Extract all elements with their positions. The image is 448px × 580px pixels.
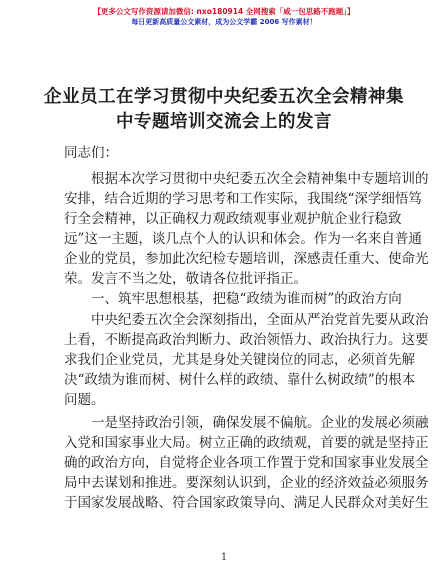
body-line: 企业的党员，参加此次纪检专题培训，深感责任重大、使命光 xyxy=(64,251,429,267)
document-title-line-2: 中专题培训交流会上的发言 xyxy=(116,112,332,132)
body-line: 行全会精神，以正确权力观政绩观事业观护航企业行稳致 xyxy=(64,211,402,227)
body-line: 中央纪委五次全会深刻指出，全面从严治党首先要从政治 xyxy=(64,312,429,328)
body-line: 于国家发展战略、符合国家政策导向、满足人民群众对美好生 xyxy=(64,495,429,511)
body-line: 求我们企业党员，尤其是身处关键岗位的同志，必须首先解 xyxy=(64,352,415,368)
body-line: 局中去谋划和推进。要深刻认识到，企业的经济效益必须服务 xyxy=(64,475,429,491)
body-line: 上看，不断提高政治判断力、政治领悟力、政治执行力。这要 xyxy=(64,332,429,348)
salutation: 同志们： xyxy=(64,145,118,161)
body-line: 问题。 xyxy=(64,392,105,408)
body-line: 确的政治方向，自觉将企业各项工作置于党和国家事业发展全 xyxy=(64,455,429,471)
promo-banner-line-1: 【更多公文写作资源请加微信: nxo180914 全网搜索「咸一包思路不跑题」】 xyxy=(93,7,355,16)
document-title-line-1: 企业员工在学习贯彻中央纪委五次全会精神集 xyxy=(44,87,404,107)
body-line: 决“政绩为谁而树、树什么样的政绩、靠什么树政绩”的根本 xyxy=(64,372,416,388)
page-number: 1 xyxy=(220,552,228,563)
promo-banner xyxy=(0,6,448,28)
body-line: 安排，结合近期的学习思考和工作实际，我围绕“深学细悟笃 xyxy=(64,191,422,207)
body-line: 一是坚持政治引领，确保发展不偏航。企业的发展必须融 xyxy=(64,415,429,431)
body-line: 荣。发言不当之处，敬请各位批评指正。 xyxy=(64,271,307,287)
body-line: 远”这一主题，谈几点个人的认识和体会。作为一名来自普通 xyxy=(64,231,422,247)
promo-banner-line-2: 每日更新高质量公文素材，成为公文学霸 2006 写作素材！ xyxy=(131,18,317,26)
body-line: 入党和国家事业大局。树立正确的政绩观，首要的就是坚持正 xyxy=(64,435,429,451)
section-heading-1: 一、筑牢思想根基，把稳“政绩为谁而树”的政治方向 xyxy=(64,291,402,307)
body-line: 根据本次学习贯彻中央纪委五次全会精神集中专题培训的 xyxy=(64,171,429,187)
